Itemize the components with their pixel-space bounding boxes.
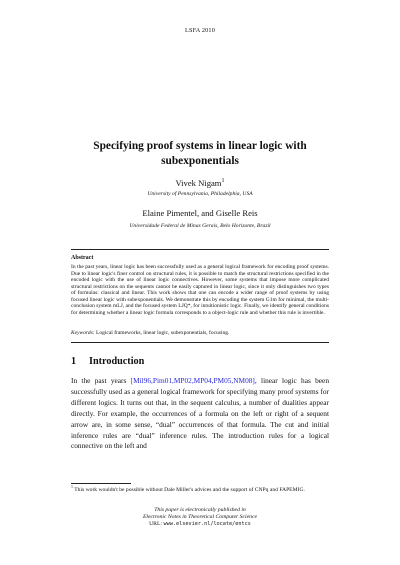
keywords-label: Keywords: xyxy=(71,330,95,336)
footnote-mark: 1 xyxy=(221,178,225,185)
intro-text-rest: , linear logic has been successfully used as a general logical framework for specifying many proof systems for different logics. It turns out that, in the sequent calculus, a number of dualities appear directly. For example, the occurrences of a formula on the left or right of a sequent arrow are, in some sense, “dual” occurrences of that formula. The cut and initial inference rules are “dual” inference rules. The introduction rules for a logical connective on the left and xyxy=(71,376,329,451)
affiliation-2: Universidade Federal de Minas Gerais, Belo Horizonte, Brazil xyxy=(129,223,271,229)
footnote xyxy=(71,487,329,494)
affiliation-1: University of Pennsylvania, Philadelphia, USA xyxy=(147,191,253,197)
running-header: LSFA 2010 xyxy=(184,27,216,34)
footer-line-2: Electronic Notes in Theoretical Computer Science xyxy=(142,513,258,520)
abstract-heading: Abstract xyxy=(71,255,94,261)
keywords xyxy=(71,330,329,336)
citation-link[interactable]: [Mil96,Pim01,MP02,MP04,PM05,NM08] xyxy=(130,376,255,385)
abstract-bottom-rule xyxy=(71,342,329,343)
section-heading xyxy=(71,356,329,367)
url-label: URL: xyxy=(149,520,163,527)
footnote-text: This work wouldn't be possible without Dale Miller's advices and the support of CNPq and FAPEMIG. xyxy=(74,487,305,493)
section-title: Introduction xyxy=(89,356,145,367)
author-line-2: Elaine Pimentel, and Giselle Reis xyxy=(142,208,258,218)
author-name: Vivek Nigam xyxy=(175,178,222,188)
footnote-rule xyxy=(71,483,131,484)
author-line-1 xyxy=(71,178,329,188)
intro-text-start: In the past years xyxy=(71,376,131,385)
paper-title: Specifying proof systems in linear logic with subexponentials xyxy=(93,140,307,167)
footer-url-line xyxy=(71,521,329,528)
abstract-text: In the past years, linear logic has been successfully used as a general logical framework for encoding proof systems. Due to linear logic's finer control on structural rules, it is possible to match the structural restrictions specified in the encoded logic with the use of linear logic connectives. However, some systems that impose more complicated structural restrictions on the sequents cannot be easily captured in linear logic, since it only distinguishes two types of formulas: classical and linear. This work shows that one can encode a wider range of proof systems by using focused linear logic with subexponentials. We demonstrate this by encoding the system G1m for minimal, the multi-conclusion system mLJ, and the focused system LJQ*, for intuitionistic logic. Finally, we identify general conditions for determining whether a linear logic formula corresponds to a object-logic rule and whether this rule is invertible. xyxy=(71,264,329,316)
publication-footer xyxy=(71,507,329,528)
section-number: 1 xyxy=(71,356,77,367)
footnote-number: 1 xyxy=(71,485,73,490)
url-link[interactable]: www.elsevier.nl/locate/entcs xyxy=(163,520,251,527)
intro-paragraph xyxy=(71,376,329,452)
footer-line-1: This paper is electronically published in xyxy=(154,507,246,513)
abstract-top-rule xyxy=(71,249,329,250)
keywords-text: Logical frameworks, linear logic, subexponentials, focusing. xyxy=(96,330,230,336)
